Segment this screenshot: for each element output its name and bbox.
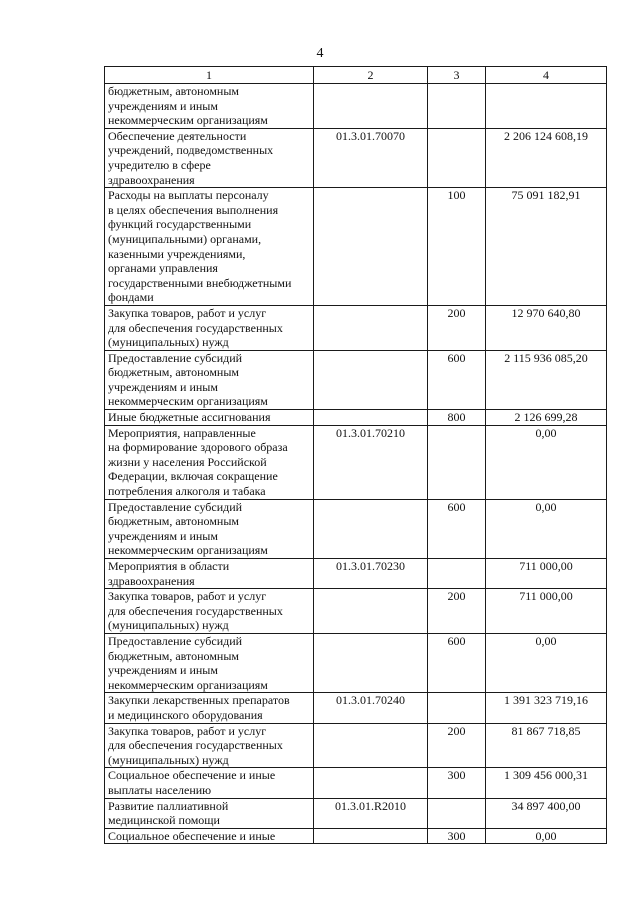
row-expense-type-cell: 600 <box>428 633 486 692</box>
table-row <box>105 410 607 426</box>
row-amount-cell: 711 000,00 <box>486 589 607 634</box>
row-name-cell <box>105 425 314 499</box>
row-name-line: Закупки лекарственных препаратов <box>108 693 290 708</box>
row-name-cell <box>105 589 314 634</box>
row-name-cell <box>105 768 314 798</box>
row-expense-type-cell: 200 <box>428 723 486 768</box>
row-expense-type-cell: 200 <box>428 305 486 350</box>
row-name-cell <box>105 798 314 828</box>
row-name-line: (муниципальных) нужд <box>108 335 229 350</box>
row-name-line: выплаты населению <box>108 782 212 797</box>
header-cell-3: 3 <box>428 67 486 84</box>
header-cell-4: 4 <box>486 67 607 84</box>
row-name-line: в целях обеспечения выполнения <box>108 202 279 217</box>
row-code-cell <box>314 188 428 306</box>
row-name-cell <box>105 499 314 558</box>
row-amount-cell: 2 115 936 085,20 <box>486 350 607 409</box>
row-code-cell: 01.3.01.R2010 <box>314 798 428 828</box>
row-name-line: Предоставление субсидий <box>108 350 243 365</box>
row-name-cell <box>105 350 314 409</box>
table-row <box>105 499 607 558</box>
table-row <box>105 723 607 768</box>
row-name-line: Обеспечение деятельности <box>108 128 247 143</box>
row-name-cell <box>105 693 314 723</box>
row-name-cell <box>105 828 314 844</box>
row-name-cell <box>105 305 314 350</box>
row-name-line: для обеспечения государственных <box>108 603 283 618</box>
row-name-line: Закупка товаров, работ и услуг <box>108 589 267 604</box>
row-code-cell <box>314 723 428 768</box>
row-name-line: для обеспечения государственных <box>108 320 283 335</box>
row-name-cell <box>105 633 314 692</box>
row-name-cell <box>105 84 314 129</box>
row-name-cell <box>105 188 314 306</box>
row-name-line: бюджетным, автономным <box>108 84 239 98</box>
row-expense-type-cell <box>428 559 486 589</box>
row-name-line: (муниципальных) нужд <box>108 752 229 767</box>
table-row <box>105 128 607 187</box>
row-expense-type-cell: 600 <box>428 499 486 558</box>
row-code-cell: 01.3.01.70240 <box>314 693 428 723</box>
row-name-line: здравоохранения <box>108 573 195 588</box>
row-code-cell <box>314 305 428 350</box>
table-row <box>105 693 607 723</box>
row-name-line: некоммерческим организациям <box>108 394 268 409</box>
row-code-cell: 01.3.01.70070 <box>314 128 428 187</box>
table-row <box>105 188 607 306</box>
row-name-line: функций государственными <box>108 217 252 232</box>
row-expense-type-cell <box>428 693 486 723</box>
row-name-line: для обеспечения государственных <box>108 738 283 753</box>
table-row <box>105 559 607 589</box>
row-expense-type-cell <box>428 84 486 129</box>
row-expense-type-cell <box>428 128 486 187</box>
row-name-line: Закупка товаров, работ и услуг <box>108 723 267 738</box>
row-name-line: Мероприятия в области <box>108 559 230 573</box>
row-amount-cell <box>486 84 607 129</box>
row-expense-type-cell: 600 <box>428 350 486 409</box>
row-amount-cell: 0,00 <box>486 828 607 844</box>
row-name-line: медицинской помощи <box>108 813 220 828</box>
row-name-line: государственными внебюджетными <box>108 275 292 290</box>
row-name-line: учреждений, подведомственных <box>108 143 274 158</box>
row-code-cell <box>314 768 428 798</box>
row-name-line: некоммерческим организациям <box>108 113 268 128</box>
row-name-line: Социальное обеспечение и иные <box>108 768 276 783</box>
row-name-line: Федерации, включая сокращение <box>108 469 278 484</box>
row-name-line: бюджетным, автономным <box>108 514 239 529</box>
row-code-cell <box>314 84 428 129</box>
row-name-line: учреждениям и иным <box>108 663 218 678</box>
budget-table <box>104 66 607 844</box>
row-amount-cell: 2 206 124 608,19 <box>486 128 607 187</box>
row-name-line: казенными учреждениями, <box>108 246 246 261</box>
row-expense-type-cell: 200 <box>428 589 486 634</box>
row-name-cell <box>105 410 314 426</box>
table-row <box>105 425 607 499</box>
row-expense-type-cell: 800 <box>428 410 486 426</box>
row-name-line: Расходы на выплаты персоналу <box>108 188 269 203</box>
row-expense-type-cell <box>428 425 486 499</box>
row-code-cell <box>314 350 428 409</box>
row-name-line: бюджетным, автономным <box>108 648 239 663</box>
row-amount-cell: 12 970 640,80 <box>486 305 607 350</box>
row-name-line: учреждениям и иным <box>108 528 218 543</box>
row-name-line: жизни у населения Российской <box>108 454 267 469</box>
row-name-line: Закупка товаров, работ и услуг <box>108 305 267 320</box>
row-name-line: фондами <box>108 290 154 305</box>
header-cell-1: 1 <box>105 67 314 84</box>
row-expense-type-cell: 100 <box>428 188 486 306</box>
table-row <box>105 84 607 129</box>
row-code-cell <box>314 828 428 844</box>
row-amount-cell: 711 000,00 <box>486 559 607 589</box>
table-row <box>105 305 607 350</box>
row-name-line: и медицинского оборудования <box>108 707 263 722</box>
row-name-line: учредителю в сфере <box>108 157 211 172</box>
row-name-line: органами управления <box>108 261 218 276</box>
row-name-line: Предоставление субсидий <box>108 633 243 648</box>
row-name-line: здравоохранения <box>108 172 195 187</box>
row-amount-cell: 75 091 182,91 <box>486 188 607 306</box>
header-row <box>105 67 607 84</box>
row-name-line: на формирование здорового образа <box>108 440 288 455</box>
row-name-line: Иные бюджетные ассигнования <box>108 410 271 425</box>
row-amount-cell: 1 391 323 719,16 <box>486 693 607 723</box>
row-code-cell <box>314 633 428 692</box>
table-row <box>105 350 607 409</box>
row-amount-cell: 0,00 <box>486 633 607 692</box>
row-name-line: некоммерческим организациям <box>108 677 268 692</box>
row-name-cell <box>105 559 314 589</box>
row-amount-cell: 0,00 <box>486 425 607 499</box>
row-code-cell: 01.3.01.70230 <box>314 559 428 589</box>
row-amount-cell: 0,00 <box>486 499 607 558</box>
header-cell-2: 2 <box>314 67 428 84</box>
row-name-line: учреждениям и иным <box>108 98 218 113</box>
table-row <box>105 828 607 844</box>
row-code-cell: 01.3.01.70210 <box>314 425 428 499</box>
row-code-cell <box>314 589 428 634</box>
row-name-line: потребления алкоголя и табака <box>108 484 266 499</box>
row-amount-cell: 34 897 400,00 <box>486 798 607 828</box>
row-amount-cell: 1 309 456 000,31 <box>486 768 607 798</box>
row-name-line: Социальное обеспечение и иные <box>108 828 276 843</box>
page-number: 4 <box>316 46 324 61</box>
row-amount-cell: 2 126 699,28 <box>486 410 607 426</box>
row-code-cell <box>314 499 428 558</box>
row-name-line: (муниципальными) органами, <box>108 231 262 246</box>
table-row <box>105 589 607 634</box>
row-name-line: учреждениям и иным <box>108 379 218 394</box>
table-body <box>105 84 607 844</box>
table-row <box>105 798 607 828</box>
row-amount-cell: 81 867 718,85 <box>486 723 607 768</box>
row-name-cell <box>105 723 314 768</box>
row-expense-type-cell <box>428 798 486 828</box>
table-row <box>105 768 607 798</box>
row-name-line: Предоставление субсидий <box>108 499 243 514</box>
table-row <box>105 633 607 692</box>
row-name-line: Мероприятия, направленные <box>108 425 256 440</box>
row-name-cell <box>105 128 314 187</box>
row-name-line: некоммерческим организациям <box>108 543 268 558</box>
row-expense-type-cell: 300 <box>428 828 486 844</box>
row-code-cell <box>314 410 428 426</box>
row-name-line: Развитие паллиативной <box>108 798 229 813</box>
row-name-line: (муниципальных) нужд <box>108 618 229 633</box>
row-name-line: бюджетным, автономным <box>108 365 239 380</box>
row-expense-type-cell: 300 <box>428 768 486 798</box>
